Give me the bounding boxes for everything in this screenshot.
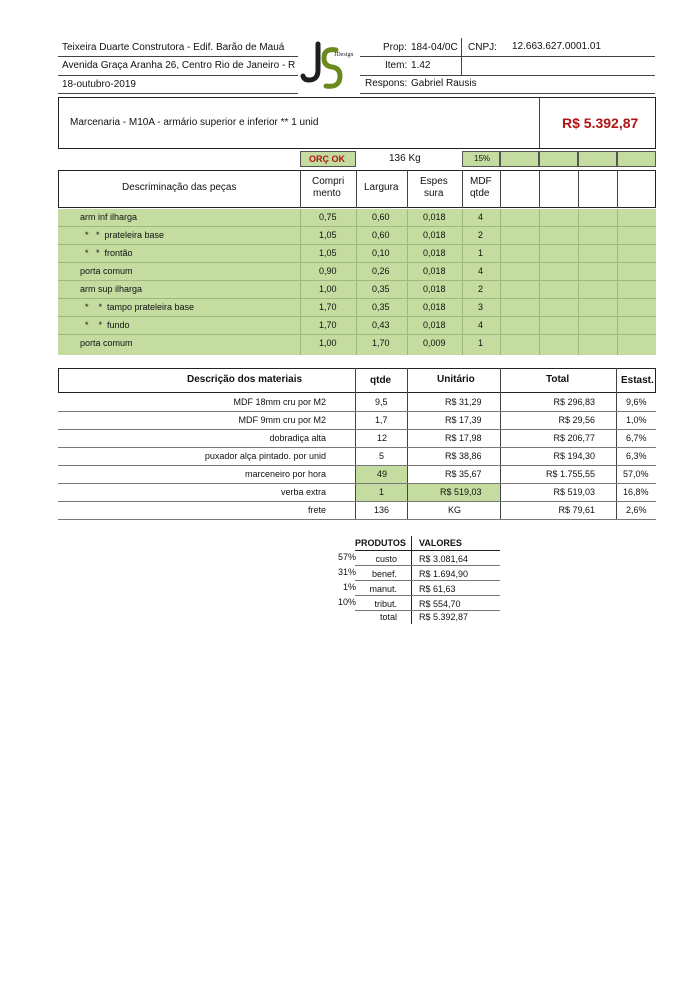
respons-label: Respons: — [365, 78, 408, 89]
piece-esp: 0,018 — [423, 230, 446, 240]
summary-label: manut. — [369, 584, 397, 594]
item-value: 1.42 — [411, 60, 431, 71]
document-date: 18-outubro-2019 — [62, 79, 136, 90]
summary-produtos-header: PRODUTOS — [355, 538, 406, 548]
materials-desc-header: Descrição dos materiais — [187, 374, 303, 385]
piece-larg: 0,35 — [372, 302, 390, 312]
material-total: R$ 79,61 — [558, 505, 595, 515]
piece-comp: 1,05 — [319, 230, 337, 240]
material-estat: 57,0% — [623, 469, 649, 479]
material-total: R$ 194,30 — [553, 451, 595, 461]
summary-value: R$ 5.392,87 — [419, 612, 469, 622]
materials-total-header: Total — [546, 374, 570, 385]
material-unit: KG — [448, 505, 462, 515]
material-estat: 16,8% — [623, 487, 649, 497]
summary-value: R$ 1.694,90 — [419, 569, 469, 579]
materials-estat-header: Estast. — [621, 375, 654, 386]
material-desc: MDF 9mm cru por M2 — [238, 415, 326, 425]
summary-value: R$ 3.081,64 — [419, 554, 469, 564]
material-qtde: 5 — [379, 451, 385, 461]
material-estat: 6,7% — [626, 433, 647, 443]
logo-text: JDesign — [334, 52, 354, 58]
piece-qtde: 4 — [478, 266, 484, 276]
esp-header-2: sura — [424, 188, 444, 199]
material-total: R$ 519,03 — [553, 487, 595, 497]
comp-header-1: Compri — [312, 176, 345, 187]
material-unit: R$ 35,67 — [445, 469, 482, 479]
material-desc: puxador alça pintado. por unid — [204, 451, 326, 461]
material-estat: 2,6% — [626, 505, 647, 515]
materials-unit-header: Unitário — [437, 374, 475, 385]
comp-header-2: mento — [313, 188, 341, 199]
summary-value: R$ 61,63 — [419, 584, 456, 594]
cnpj-value: 12.663.627.0001.01 — [512, 41, 601, 52]
pieces-desc-header: Descriminação das peças — [122, 182, 237, 193]
piece-desc: * * fundo — [80, 320, 130, 330]
table-row — [58, 227, 656, 245]
summary-pct: 57% — [338, 552, 357, 562]
material-desc: dobradiça alta — [269, 433, 326, 443]
piece-larg: 1,70 — [372, 338, 390, 348]
summary-value: R$ 554,70 — [419, 599, 461, 609]
summary-label: tribut. — [374, 599, 397, 609]
company-name: Teixeira Duarte Construtora - Edif. Barão de Mauá — [62, 42, 285, 53]
material-qtde: 1,7 — [375, 415, 388, 425]
piece-larg: 0,35 — [372, 284, 390, 294]
material-desc: verba extra — [280, 487, 326, 497]
prop-label: Prop: — [383, 42, 407, 53]
total-weight: 136 Kg — [389, 153, 421, 164]
piece-larg: 0,60 — [372, 230, 390, 240]
mdf-header-2: qtde — [470, 188, 490, 199]
material-desc: MDF 18mm cru por M2 — [233, 397, 326, 407]
piece-desc: * * tampo prateleira base — [80, 302, 195, 312]
table-row — [58, 317, 656, 335]
orc-ok-badge: ORÇ OK — [309, 154, 345, 164]
summary-label: benef. — [371, 569, 397, 579]
total-price: R$ 5.392,87 — [562, 115, 639, 131]
material-total: R$ 296,83 — [553, 397, 595, 407]
job-description: Marcenaria - M10A - armário superior e inferior ** 1 unid — [70, 117, 319, 128]
material-qtde: 12 — [377, 433, 388, 443]
piece-desc: porta comum — [80, 338, 133, 348]
material-qtde: 49 — [377, 469, 388, 479]
summary-valores-header: VALORES — [419, 538, 462, 548]
summary-pct: 10% — [338, 597, 357, 607]
piece-esp: 0,018 — [423, 212, 446, 222]
piece-desc: porta comum — [80, 266, 133, 276]
summary-pct: 1% — [343, 582, 357, 592]
piece-qtde: 4 — [478, 212, 484, 222]
piece-desc: arm inf ilharga — [80, 212, 138, 222]
table-row — [58, 245, 656, 263]
piece-larg: 0,43 — [372, 320, 390, 330]
piece-comp: 0,90 — [319, 266, 337, 276]
piece-esp: 0,018 — [423, 284, 446, 294]
pieces-table — [58, 209, 656, 355]
material-qtde: 136 — [374, 505, 390, 515]
materials-qtde-header: qtde — [370, 375, 392, 386]
mdf-header-1: MDF — [470, 176, 492, 187]
summary-pct: 31% — [338, 567, 357, 577]
prop-value: 184-04/0C — [411, 42, 458, 53]
material-unit: R$ 17,39 — [445, 415, 482, 425]
piece-qtde: 3 — [478, 302, 484, 312]
piece-comp: 0,75 — [319, 212, 337, 222]
piece-comp: 1,00 — [319, 338, 337, 348]
material-qtde: 1 — [379, 487, 385, 497]
material-unit: R$ 31,29 — [445, 397, 482, 407]
piece-larg: 0,26 — [372, 266, 390, 276]
percent-badge: 15% — [474, 154, 491, 163]
item-label: Item: — [385, 60, 408, 71]
piece-qtde: 1 — [478, 248, 484, 258]
material-total: R$ 1.755,55 — [545, 469, 595, 479]
company-address: Avenida Graça Aranha 26, Centro Rio de Janeiro - R — [62, 60, 296, 71]
piece-comp: 1,70 — [319, 302, 337, 312]
table-row — [58, 299, 656, 317]
material-estat: 1,0% — [626, 415, 647, 425]
piece-esp: 0,018 — [423, 302, 446, 312]
material-desc: marceneiro por hora — [244, 469, 326, 479]
larg-header: Largura — [364, 182, 399, 193]
piece-qtde: 2 — [478, 230, 484, 240]
table-row — [58, 281, 656, 299]
esp-header-1: Espes — [420, 176, 448, 187]
summary-label: total — [379, 612, 397, 622]
material-estat: 6,3% — [626, 451, 647, 461]
piece-esp: 0,018 — [423, 320, 446, 330]
piece-larg: 0,10 — [372, 248, 390, 258]
material-qtde: 9,5 — [375, 397, 388, 407]
table-row — [58, 335, 656, 353]
summary-label: custo — [375, 554, 397, 564]
respons-value: Gabriel Rausis — [411, 78, 477, 89]
material-desc: frete — [307, 505, 326, 515]
material-unit: R$ 519,03 — [440, 487, 482, 497]
piece-desc: arm sup ilharga — [80, 284, 143, 294]
piece-comp: 1,05 — [319, 248, 337, 258]
table-row — [58, 263, 656, 281]
material-estat: 9,6% — [626, 397, 647, 407]
piece-esp: 0,018 — [423, 266, 446, 276]
material-unit: R$ 38,86 — [445, 451, 482, 461]
piece-comp: 1,00 — [319, 284, 337, 294]
piece-esp: 0,009 — [423, 338, 446, 348]
company-logo — [300, 40, 356, 94]
piece-qtde: 1 — [478, 338, 484, 348]
piece-desc: * * prateleira base — [80, 230, 165, 240]
piece-qtde: 4 — [478, 320, 484, 330]
material-total: R$ 206,77 — [553, 433, 595, 443]
piece-comp: 1,70 — [319, 320, 337, 330]
material-total: R$ 29,56 — [558, 415, 595, 425]
piece-qtde: 2 — [478, 284, 484, 294]
piece-esp: 0,018 — [423, 248, 446, 258]
material-unit: R$ 17,98 — [445, 433, 482, 443]
piece-larg: 0,60 — [372, 212, 390, 222]
piece-desc: * * frontão — [80, 248, 133, 258]
cnpj-label: CNPJ: — [468, 42, 497, 53]
table-row — [58, 209, 656, 227]
